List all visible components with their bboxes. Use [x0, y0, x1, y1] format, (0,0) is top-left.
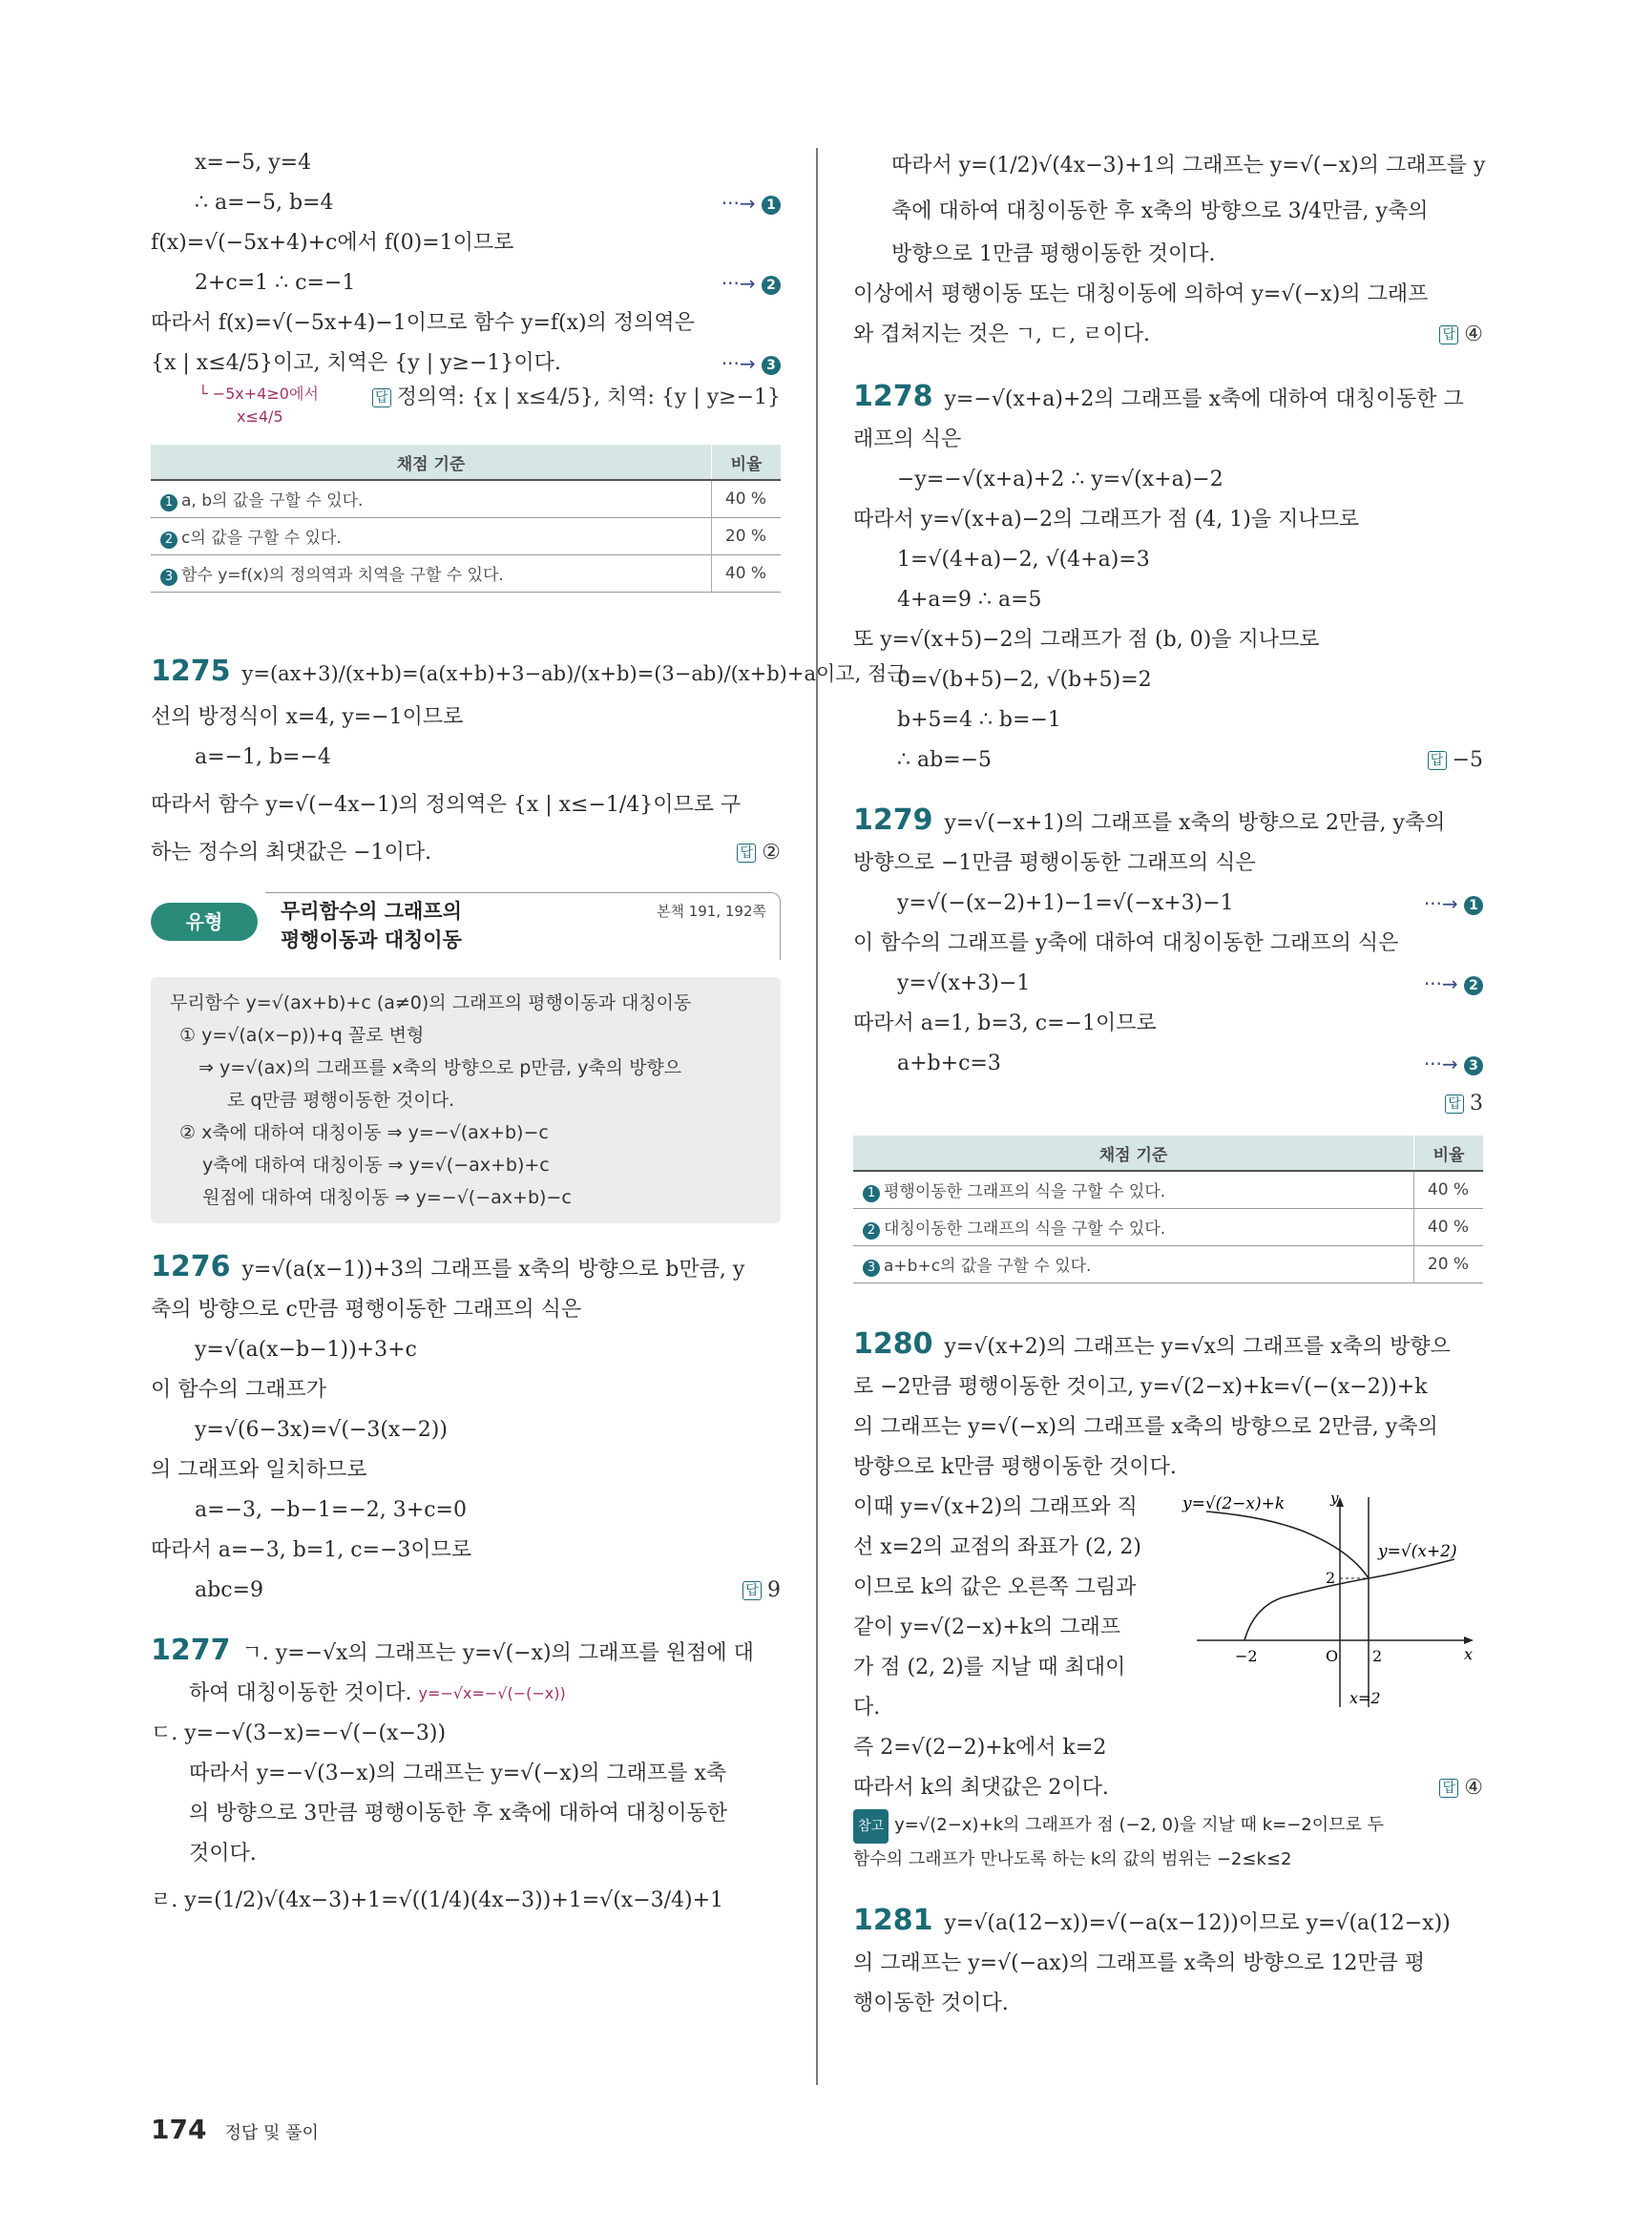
table-header: 채점 기준	[853, 1136, 1414, 1171]
curve-label: y=√(2−x)+k	[1182, 1494, 1286, 1513]
text-line: 이 함수의 그래프가	[151, 1378, 327, 1402]
text-line: y=√(x+3)−1 ···→ 2	[853, 964, 1483, 1004]
answer: 답 정의역: {x | x≤4/5}, 치역: {y | y≥−1}	[372, 384, 781, 412]
text-line: 방향으로 1만큼 평행이동한 것이다.	[891, 242, 1216, 266]
text-line: 따라서 a=−3, b=1, c=−3이므로	[151, 1538, 472, 1562]
text-line: 이때 y=√(x+2)의 그래프와 직	[853, 1495, 1138, 1519]
problem-number: 1280	[853, 1327, 933, 1361]
text-line: y=√(6−3x)=√(−3(x−2))	[195, 1418, 448, 1442]
x-axis-arrow	[1464, 1637, 1474, 1644]
page-number: 174	[151, 2114, 207, 2145]
text-line: 가 점 (2, 2)를 지날 때 최대이	[853, 1656, 1126, 1679]
summary-line: 무리함수 y=√(ax+b)+c (a≠0)의 그래프의 평행이동과 대칭이동	[170, 992, 692, 1013]
text-line: 로 −2만큼 평행이동한 것이고, y=√(2−x)+k=√(−(x−2))+k	[853, 1375, 1428, 1399]
answer: 답 ②	[737, 833, 781, 873]
type-header	[169, 892, 781, 971]
text-line: 이 함수의 그래프를 y축에 대하여 대칭이동한 그래프의 식은	[853, 931, 1399, 955]
problem-number: 1278	[853, 380, 933, 413]
answer-icon: 답	[1445, 1095, 1464, 1114]
text-line: 다.	[853, 1696, 881, 1720]
text-line: 따라서 a=1, b=3, c=−1이므로	[853, 1011, 1157, 1035]
text-line: 같이 y=√(2−x)+k의 그래프	[853, 1616, 1121, 1639]
text-line: 이므로 k의 값은 오른쪽 그림과	[853, 1575, 1137, 1599]
text-line: 따라서 y=√(x+a)−2의 그래프가 점 (4, 1)을 지나므로	[853, 508, 1360, 532]
table-header: 채점 기준	[151, 445, 712, 480]
text-line: x=−5, y=4	[195, 151, 312, 175]
text-line: {x | x≤4/5}이고, 치역은 {y | y≥−1}이다. ···→ 3	[151, 344, 781, 384]
step-marker: ···→ 2	[1424, 964, 1483, 1004]
problem-1280: 1280 y=√(x+2)의 그래프는 y=√x의 그래프를 x축의 방향으	[853, 1327, 1451, 1361]
text-line: 2+c=1 ∴ c=−1 ···→ 2	[151, 263, 781, 303]
text-line: 따라서 y=−√(3−x)의 그래프는 y=√(−x)의 그래프를 x축	[189, 1762, 727, 1785]
problem-1281: 1281 y=√(a(12−x))=√(−a(x−12))이므로 y=√(a(12−x))	[853, 1904, 1451, 1937]
answer: 답 9	[742, 1571, 781, 1611]
line-label: x=2	[1349, 1689, 1381, 1707]
step-marker: ···→ 3	[721, 344, 781, 384]
scoring-table	[151, 445, 781, 593]
text-line: 4+a=9 ∴ a=5	[897, 588, 1042, 612]
text-line: 방향으로 k만큼 평행이동한 것이다.	[853, 1455, 1177, 1479]
text-line: y=√(−(x−2)+1)−1=√(−x+3)−1 ···→ 1	[853, 884, 1483, 924]
text-line: 1=√(4+a)−2, √(4+a)=3	[897, 548, 1150, 572]
column-divider	[816, 148, 818, 2085]
answer-icon: 답	[372, 388, 391, 407]
summary-line: 로 q만큼 평행이동한 것이다.	[227, 1090, 455, 1111]
table-header: 비율	[1414, 1136, 1484, 1171]
table-row: 3 함수 y=f(x)의 정의역과 치역을 구할 수 있다. 40 %	[151, 555, 781, 593]
page-footer	[151, 2114, 319, 2145]
problem-1276: 1276 y=√(a(x−1))+3의 그래프를 x축의 방향으로 b만큼, y	[151, 1250, 745, 1283]
text-line: 래프의 식은	[853, 427, 962, 451]
curve-sqrt-2-minus-x	[1206, 1512, 1369, 1578]
problem-number: 1279	[853, 803, 933, 837]
problem-number: 1277	[151, 1634, 231, 1667]
step-marker: ···→ 1	[721, 183, 781, 223]
text-line	[853, 1084, 1483, 1124]
margin-note: x≤4/5	[237, 407, 283, 426]
text-line: a+b+c=3 ···→ 3	[853, 1044, 1483, 1084]
problem-number: 1281	[853, 1904, 933, 1937]
text-line: 즉 2=√(2−2)+k에서 k=2	[853, 1736, 1107, 1760]
reference-tag: 참고	[853, 1809, 889, 1844]
problem-1275: 1275 y=(ax+3)/(x+b)=(a(x+b)+3−ab)/(x+b)=(3−ab)/(x+b)+a이고, 점근	[151, 655, 907, 688]
summary-line: 원점에 대하여 대칭이동 ⇒ y=−√(−ax+b)−c	[202, 1187, 572, 1208]
text-line: 선의 방정식이 x=4, y=−1이므로	[151, 705, 464, 729]
text-line: 선 x=2의 교점의 좌표가 (2, 2)	[853, 1535, 1141, 1559]
table-row: 1 평행이동한 그래프의 식을 구할 수 있다. 40 %	[853, 1171, 1483, 1209]
problem-1277: 1277 ㄱ. y=−√x의 그래프는 y=√(−x)의 그래프를 원점에 대	[151, 1634, 754, 1667]
step-marker: ···→ 2	[721, 263, 781, 303]
text-line: 또 y=√(x+5)−2의 그래프가 점 (b, 0)을 지나므로	[853, 628, 1320, 652]
type-reference: 본책 191, 192쪽	[656, 903, 766, 920]
table-row: 2 c의 값을 구할 수 있다. 20 %	[151, 518, 781, 555]
text-line: 따라서 f(x)=√(−5x+4)−1이므로 함수 y=f(x)의 정의역은	[151, 311, 695, 335]
text-line: 방향으로 −1만큼 평행이동한 그래프의 식은	[853, 851, 1256, 875]
margin-note: └ −5x+4≥0에서	[199, 385, 319, 403]
text-line: 이상에서 평행이동 또는 대칭이동에 의하여 y=√(−x)의 그래프	[853, 282, 1429, 306]
axis-label: y	[1330, 1490, 1339, 1507]
summary-line: ⇒ y=√(ax)의 그래프를 x축의 방향으로 p만큼, y축의 방향으	[199, 1057, 682, 1078]
text-line: 축의 방향으로 c만큼 평행이동한 그래프의 식은	[151, 1298, 582, 1322]
tick-label: 2	[1326, 1569, 1336, 1587]
text: ∴ a=−5, b=4	[195, 191, 334, 215]
text-line: a=−3, −b−1=−2, 3+c=0	[195, 1498, 467, 1522]
text-line: 의 그래프와 일치하므로	[151, 1458, 367, 1482]
text-line: 따라서 y=(1/2)√(4x−3)+1의 그래프는 y=√(−x)의 그래프를 y	[891, 154, 1486, 177]
type-tag: 유형 06~07	[151, 903, 258, 941]
text-line: 축에 대하여 대칭이동한 후 x축의 방향으로 3/4만큼, y축의	[891, 199, 1429, 223]
text-line: 하는 정수의 최댓값은 −1이다. 답 ②	[151, 833, 781, 873]
tick-label: 2	[1372, 1647, 1383, 1665]
text-line: y=√(a(x−b−1))+3+c	[195, 1338, 417, 1362]
answer: 답 3	[1445, 1084, 1483, 1124]
answer-icon: 답	[1428, 751, 1447, 770]
answer-icon: 답	[1439, 325, 1458, 344]
problem-number: 1275	[151, 655, 231, 688]
text-line: ∴ ab=−5 답 −5	[853, 740, 1483, 781]
graph-section	[853, 1488, 1483, 1728]
text-line: 행이동한 것이다.	[853, 1991, 1009, 2015]
table-header: 비율	[712, 445, 782, 480]
step-marker: ···→ 1	[1424, 884, 1483, 924]
curve-label: y=√(x+2)	[1378, 1542, 1457, 1561]
origin-label: O	[1326, 1647, 1339, 1665]
type-title: 무리함수의 그래프의 평행이동과 대칭이동	[281, 900, 462, 951]
scoring-table	[853, 1136, 1483, 1283]
text-line: 하여 대칭이동한 것이다. $^{y=-√x=-√(-(-x))}$	[189, 1681, 566, 1705]
answer-icon: 답	[737, 844, 756, 863]
text-line: 따라서 k의 최댓값은 2이다. 답 ④	[853, 1768, 1483, 1808]
reference-note: 함수의 그래프가 만나도록 하는 k의 값의 범위는 −2≤k≤2	[853, 1849, 1292, 1869]
summary-line: ② x축에 대하여 대칭이동 ⇒ y=−√(ax+b)−c	[179, 1122, 549, 1143]
text-line: ㄷ. y=−√(3−x)=−√(−(x−3))	[151, 1721, 447, 1745]
table-row: 3 a+b+c의 값을 구할 수 있다. 20 %	[853, 1246, 1483, 1283]
text-line: 것이다.	[189, 1842, 257, 1866]
text-line: f(x)=√(−5x+4)+c에서 f(0)=1이므로	[151, 231, 514, 255]
problem-1279: 1279 y=√(−x+1)의 그래프를 x축의 방향으로 2만큼, y축의	[853, 803, 1446, 837]
text-line: b+5=4 ∴ b=−1	[897, 708, 1061, 732]
answer-icon: 답	[1439, 1779, 1458, 1798]
text-line: a=−1, b=−4	[195, 745, 331, 769]
answer-line	[151, 384, 781, 433]
problem-number: 1276	[151, 1250, 231, 1283]
text-line: 따라서 함수 y=√(−4x−1)의 정의역은 {x | x≤−1/4}이므로 구	[151, 793, 742, 817]
text-line: −y=−√(x+a)+2 ∴ y=√(x+a)−2	[897, 468, 1223, 491]
text-line: ㄹ. y=(1/2)√(4x−3)+1=√((1/4)(4x−3))+1=√(x−3/4)+1	[151, 1888, 724, 1912]
answer: 답 −5	[1428, 740, 1483, 781]
summary-line: ① y=√(a(x−p))+q 꼴로 변형	[179, 1025, 425, 1046]
tick-label: −2	[1235, 1647, 1258, 1665]
text-line: abc=9 답 9	[151, 1571, 781, 1611]
text-line: 의 방향으로 3만큼 평행이동한 후 x축에 대하여 대칭이동한	[189, 1802, 728, 1825]
summary-box	[151, 977, 781, 1223]
table-row: 1 a, b의 값을 구할 수 있다. 40 %	[151, 480, 781, 518]
page-label: 정답 및 풀이	[224, 2123, 319, 2143]
text-line	[151, 183, 781, 223]
answer-icon: 답	[742, 1581, 762, 1600]
text-line: 와 겹쳐지는 것은 ㄱ, ㄷ, ㄹ이다. 답 ④	[853, 315, 1483, 355]
problem-1278: 1278 y=−√(x+a)+2의 그래프를 x축에 대하여 대칭이동한 그	[853, 380, 1464, 413]
right-column	[853, 143, 1486, 2024]
text-line: 의 그래프는 y=√(−x)의 그래프를 x축의 방향으로 2만큼, y축의	[853, 1415, 1438, 1439]
text-line: 0=√(b+5)−2, √(b+5)=2	[897, 668, 1152, 692]
answer: 답 ④	[1439, 1768, 1483, 1808]
reference-note: 참고 y=√(2−x)+k의 그래프가 점 (−2, 0)을 지날 때 k=−2이므로 두	[853, 1808, 1483, 1843]
margin-note: y=−√x=−√(−(−x))	[418, 1684, 566, 1702]
curve-sqrt-x-plus-2	[1244, 1559, 1454, 1640]
step-marker: ···→ 3	[1424, 1044, 1483, 1084]
answer: 답 ④	[1439, 315, 1483, 355]
function-graph	[1178, 1488, 1483, 1717]
axis-label: x	[1464, 1645, 1474, 1663]
summary-line: y축에 대하여 대칭이동 ⇒ y=√(−ax+b)+c	[202, 1155, 550, 1176]
text-line: 의 그래프는 y=√(−ax)의 그래프를 x축의 방향으로 12만큼 평	[853, 1951, 1426, 1975]
table-row: 2 대칭이동한 그래프의 식을 구할 수 있다. 40 %	[853, 1209, 1483, 1246]
